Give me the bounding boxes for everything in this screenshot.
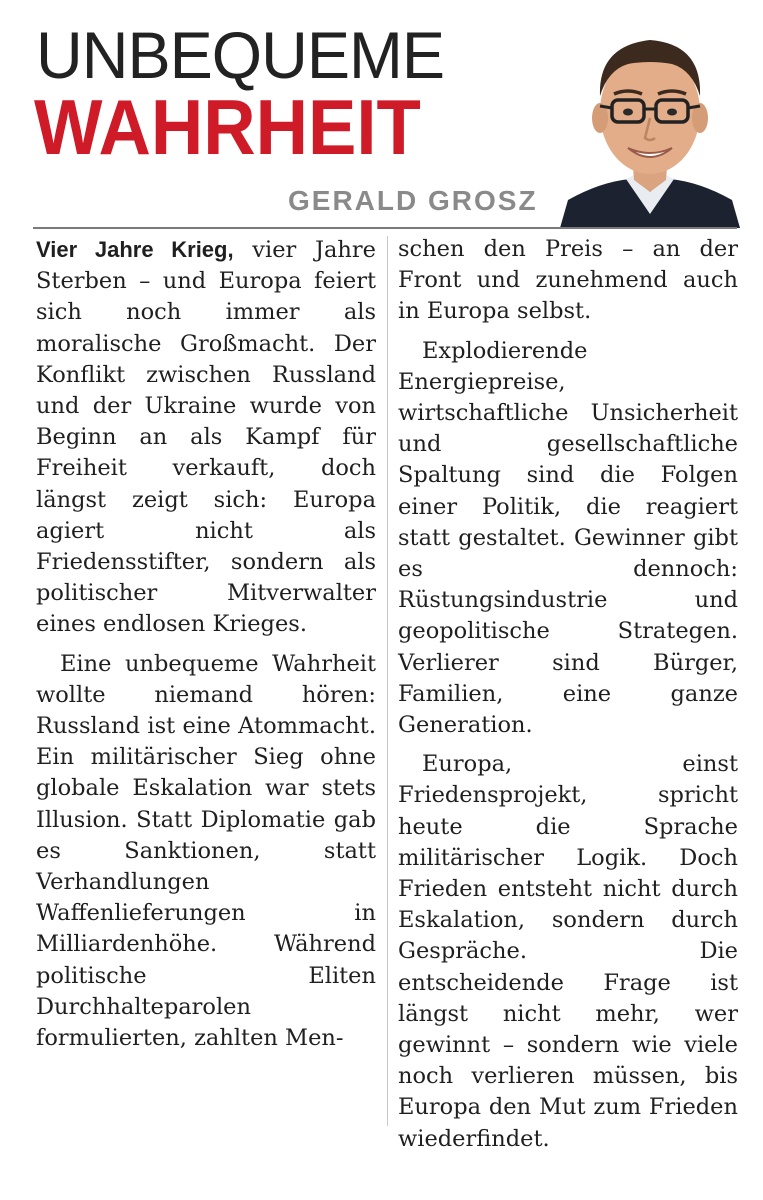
header-divider [33,227,737,229]
column-headline: WAHRHEIT [34,83,421,171]
article-column-right [398,234,738,1163]
article-paragraph: schen den Preis – an der Front und zunehmend auch in Europa selbst. [398,236,738,325]
article-paragraph: Eine unbequeme Wahrheit wollte niemand hören: Russland ist eine Atommacht. Ein militärischer Sieg ohne globale Eskalation war stets Illusion. Statt Diplomatie gab es Sanktionen, statt Verhandlungen Waffenlieferungen in Milliardenhöhe. Während politische Eliten Durchhalteparolen formulierten, zahlten Men- [36,650,376,1052]
author-name: GERALD GROSZ [288,185,538,216]
article-column-left [36,234,376,1062]
article-paragraph: Europa, einst Friedensprojekt, spricht heute die Sprache militärischer Logik. Doch Frieden entsteht nicht durch Eskalation, sondern durch Gespräche. Die entscheidende Frage ist längst nicht mehr, wer gewinnt – sondern wie viele noch verlieren müssen, bis Europa den Mut zum Frieden wiederfindet. [398,751,738,1152]
article-paragraph: Explodierende Energiepreise, wirtschaftliche Unsicherheit und gesellschaftliche Spaltung sind die Folgen einer Politik, die reagiert statt gestaltet. Gewinner gibt es dennoch: Rüstungsindustrie und geopolitische Strategen. Verlierer sind Bürger, Familien, eine ganze Generation. [398,337,738,739]
article-lead: Vier Jahre Krieg, [36,237,234,262]
article-paragraph [36,234,376,641]
article-paragraph-text: vier Jahre Sterben – und Europa feiert sich noch immer als moralische Großmacht. Der Konflikt zwischen Russland und der Ukraine wurde von Beginn an als Kampf für Freiheit verkauft, doch längst zeigt sich: Europa agiert nicht als Friedensstifter, sondern als politischer Mitverwalter eines endlosen Krieges. [36,237,376,638]
column-kicker: UNBEQUEME [36,18,445,92]
column-divider [387,236,388,1126]
author-portrait-icon [560,14,740,228]
column-header [0,0,763,228]
